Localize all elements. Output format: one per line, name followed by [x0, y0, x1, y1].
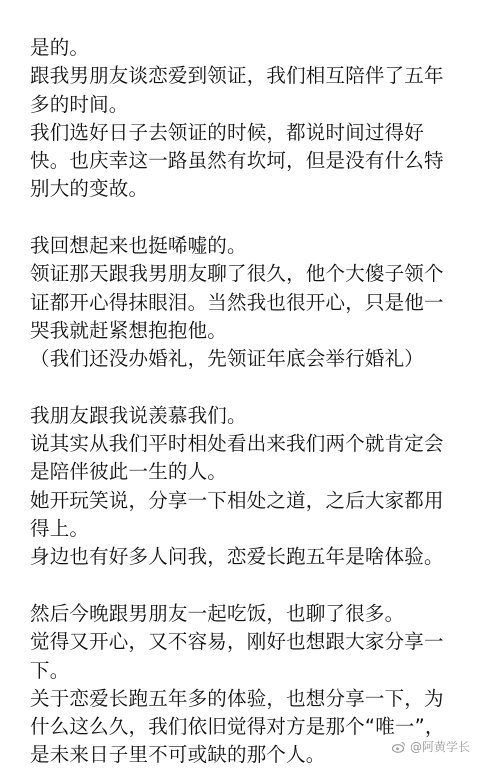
- text-line: 得上。: [30, 517, 90, 541]
- text-line: 哭我就赶紧想抱抱他。: [30, 318, 228, 342]
- text-line: 别大的变故。: [30, 177, 149, 201]
- text-line: 跟我男朋友谈恋爱到领证，我们相互陪伴了五年: [30, 64, 444, 88]
- text-line: 证都开心得抹眼泪。当然我也很开心，只是他一: [30, 290, 444, 314]
- text-line: 我朋友跟我说羡慕我们。: [30, 403, 247, 427]
- text-line: 是的。: [30, 36, 90, 59]
- watermark-text: @阿黄学长: [409, 740, 470, 754]
- text-line: 身边也有好多人问我，恋爱长跑五年是啥体验。: [30, 545, 444, 569]
- text-line: 然后今晚跟男朋友一起吃饭，也聊了很多。: [30, 601, 405, 625]
- paragraph-1: [30, 34, 458, 204]
- text-line: 多的时间。: [30, 92, 129, 116]
- text-line: 我回想起来也挺唏嘘的。: [30, 234, 247, 258]
- text-line: 什么这么久，我们依旧觉得对方是那个“唯一”，: [30, 715, 445, 739]
- paragraph-2: [30, 232, 458, 373]
- text-line: 她开玩笑说，分享一下相处之道，之后大家都用: [30, 488, 444, 512]
- watermark: [392, 738, 470, 755]
- paragraph-gap: [30, 374, 458, 402]
- text-line: 我们选好日子去领证的时候，都说时间过得好: [30, 120, 425, 144]
- text-line: 是未来日子里不可或缺的那个人。: [30, 743, 326, 767]
- text-line: 说其实从我们平时相处看出来我们两个就肯定会: [30, 432, 444, 456]
- paragraph-gap: [30, 204, 458, 232]
- text-line: 是陪伴彼此一生的人。: [30, 460, 228, 484]
- text-line: （我们还没办婚礼，先领证年底会举行婚礼）: [30, 347, 425, 371]
- text-line: 快。也庆幸这一路虽然有坎坷，但是没有什么特: [30, 149, 444, 173]
- text-line: 觉得又开心，又不容易，刚好也想跟大家分享一: [30, 630, 444, 654]
- paragraph-3: [30, 402, 458, 572]
- text-line: 领证那天跟我男朋友聊了很久，他个大傻子领个: [30, 262, 444, 286]
- paragraph-gap: [30, 572, 458, 600]
- weibo-icon: [392, 741, 406, 753]
- text-line: 下。: [30, 658, 70, 682]
- text-line: 关于恋爱长跑五年多的体验，也想分享一下，为: [30, 686, 444, 710]
- article-body: [30, 34, 458, 770]
